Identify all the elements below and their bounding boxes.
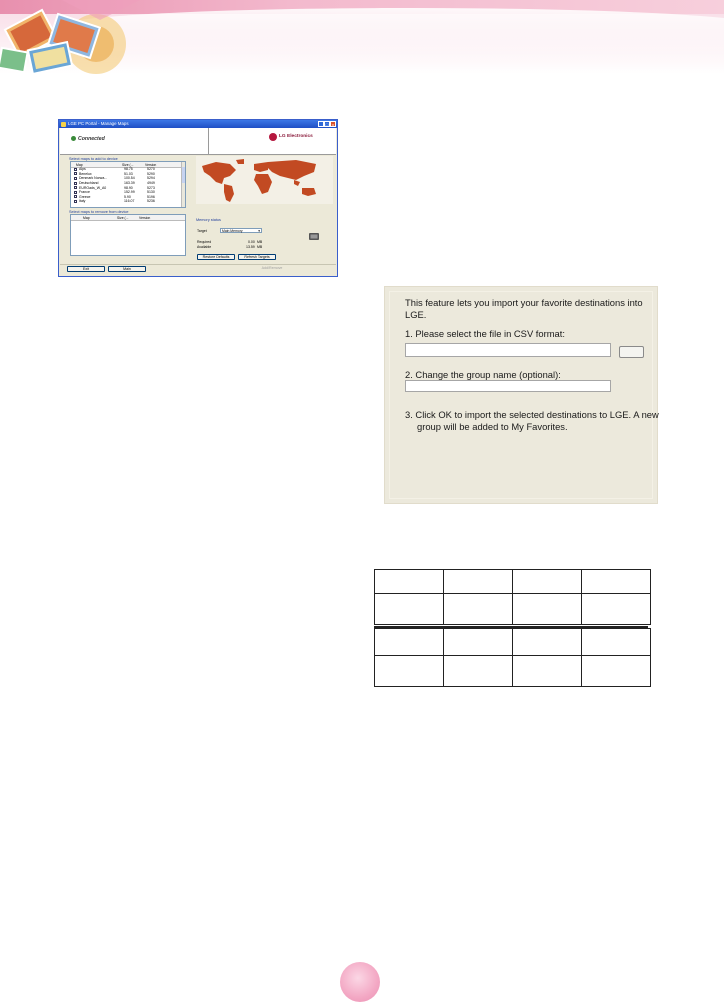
required-value: 0.00	[248, 240, 255, 244]
table-divider	[374, 626, 648, 628]
remove-maps-list-header	[71, 215, 185, 221]
memory-card-icon	[308, 232, 320, 241]
memory-status-label: Memory status	[196, 218, 221, 222]
table-cell	[582, 594, 651, 625]
table-cell	[444, 629, 513, 656]
required-unit: MB	[257, 240, 263, 244]
table-cell	[513, 594, 582, 625]
column-version[interactable]: Version	[139, 215, 151, 220]
column-size[interactable]: Size (...	[122, 162, 134, 167]
map-checkbox[interactable]	[74, 191, 77, 194]
target-select-value: Main Memory	[222, 229, 243, 233]
list-item[interactable]: EUROads_W_A0 98.90 5273	[71, 185, 185, 190]
restore-defaults-button[interactable]: Restore Defaults	[197, 254, 235, 260]
chevron-down-icon: ▾	[258, 229, 260, 233]
available-label: Available	[197, 245, 212, 249]
table-cell	[513, 570, 582, 594]
window-title: LGE PC Portal - Manage Maps	[68, 121, 129, 126]
csv-file-input[interactable]	[405, 343, 611, 357]
available-value: 13.59	[246, 245, 255, 249]
window-titlebar	[59, 120, 337, 128]
maximize-button[interactable]: □	[325, 122, 329, 127]
import-favorites-dialog	[384, 286, 658, 504]
map-checkbox[interactable]	[74, 172, 77, 175]
minimize-button[interactable]: _	[319, 122, 323, 127]
exit-button[interactable]: Exit	[67, 266, 105, 272]
list-item[interactable]: Benelux 51.03 5290	[71, 172, 185, 177]
table-cell	[444, 594, 513, 625]
table-cell	[444, 570, 513, 594]
dialog-panel	[389, 291, 659, 499]
list-item[interactable]: France 152.99 5130	[71, 190, 185, 195]
lge-pc-portal-window	[58, 119, 338, 277]
blank-table-bottom	[374, 628, 651, 687]
blank-table-top	[374, 569, 651, 625]
intro-text-line2: LGE.	[405, 309, 427, 320]
table-cell	[582, 656, 651, 687]
table-cell	[444, 656, 513, 687]
table-cell	[375, 570, 444, 594]
list-item[interactable]: Denmark Norwa... 100.54 5294	[71, 176, 185, 181]
lg-logo-icon	[269, 133, 277, 141]
banner-wave	[60, 8, 724, 68]
table-cell	[513, 629, 582, 656]
add-remove-button[interactable]: Add/Remove	[261, 266, 283, 270]
intro-text-line1: This feature lets you import your favorite destinations into	[405, 297, 643, 308]
scrollbar-thumb[interactable]	[182, 167, 185, 183]
remove-maps-list[interactable]	[70, 214, 186, 256]
group-name-input[interactable]	[405, 380, 611, 392]
connected-icon	[71, 136, 76, 141]
add-maps-list[interactable]	[70, 161, 186, 208]
step3-text-line2: group will be added to My Favorites.	[417, 421, 568, 432]
list-item[interactable]: Deutschland 163.39 4949	[71, 181, 185, 186]
table-cell	[582, 570, 651, 594]
table-cell	[375, 656, 444, 687]
step2-label: 2. Change the group name (optional):	[405, 369, 561, 380]
photo-collage-icon	[0, 0, 140, 74]
refresh-targets-button[interactable]: Refresh Targets	[238, 254, 276, 260]
window-header	[60, 128, 336, 155]
browse-button[interactable]	[619, 346, 644, 358]
target-select[interactable]	[220, 228, 262, 233]
add-maps-label: Select maps to add to device	[69, 157, 118, 161]
map-checkbox[interactable]	[74, 168, 77, 171]
map-checkbox[interactable]	[74, 200, 77, 203]
main-button[interactable]: Main	[108, 266, 146, 272]
add-maps-scrollbar[interactable]	[181, 162, 186, 207]
remove-maps-label: Select maps to remove from device	[69, 210, 129, 214]
required-label: Required	[197, 240, 212, 244]
table-cell	[582, 629, 651, 656]
column-map[interactable]: Map	[83, 215, 90, 220]
map-checkbox[interactable]	[74, 182, 77, 185]
app-icon	[61, 122, 66, 127]
header-banner	[0, 0, 724, 74]
table-cell	[375, 594, 444, 625]
memory-status-panel	[196, 224, 333, 252]
world-map-image	[196, 156, 333, 204]
table-cell	[375, 629, 444, 656]
list-item[interactable]: Greece 5.90 5196	[71, 195, 185, 200]
lg-brand: LG Electronics	[279, 134, 313, 139]
available-unit: MB	[257, 245, 263, 249]
list-item[interactable]: Alps 98.75 5270	[71, 167, 185, 172]
step1-label: 1. Please select the file in CSV format:	[405, 328, 565, 339]
column-size[interactable]: Size (...	[117, 215, 129, 220]
table-cell	[513, 656, 582, 687]
column-map[interactable]: Map	[76, 162, 83, 167]
close-button[interactable]: x	[332, 122, 334, 127]
header-divider	[208, 128, 209, 154]
map-checkbox[interactable]	[74, 177, 77, 180]
page-number-badge	[340, 962, 380, 1002]
map-checkbox[interactable]	[74, 186, 77, 189]
list-item[interactable]: Italy 116.07 5236	[71, 199, 185, 204]
step3-text-line1: 3. Click OK to import the selected destinations to LGE. A new	[405, 409, 659, 420]
connection-status: Connected	[78, 135, 105, 142]
map-checkbox[interactable]	[74, 195, 77, 198]
target-label: Target	[197, 228, 207, 233]
column-version[interactable]: Version	[145, 162, 157, 167]
